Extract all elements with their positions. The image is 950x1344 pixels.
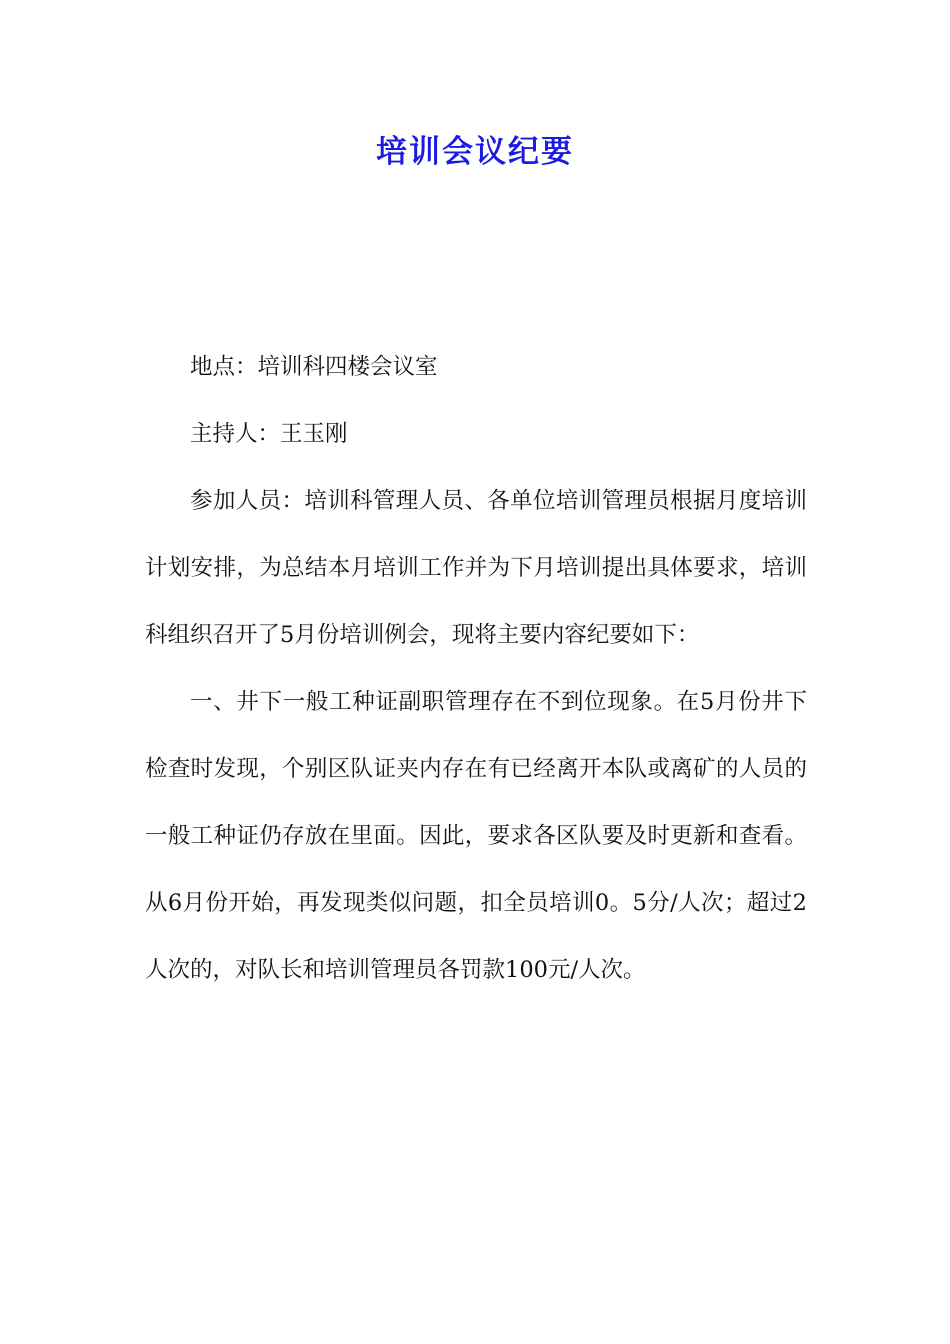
- document-body: [145, 334, 807, 1004]
- attendees-paragraph: 参加人员：培训科管理人员、各单位培训管理员根据月度培训计划安排，为总结本月培训工作并为下月培训提出具体要求，培训科组织召开了5月份培训例会，现将主要内容纪要如下：: [145, 488, 807, 648]
- location-paragraph: 地点：培训科四楼会议室: [190, 354, 438, 380]
- item-one-paragraph: 一、井下一般工种证副职管理存在不到位现象。在5月份井下检查时发现，个别区队证夹内存在有已经离开本队或离矿的人员的一般工种证仍存放在里面。因此，要求各区队要及时更新和查看。从6月份开始，再发现类似问题，扣全员培训0。5分/人次；超过2人次的，对队长和培训管理员各罚款100元/人次。: [145, 689, 807, 983]
- host-paragraph: 主持人：王玉刚: [190, 421, 348, 447]
- document-title: 培训会议纪要: [376, 134, 574, 170]
